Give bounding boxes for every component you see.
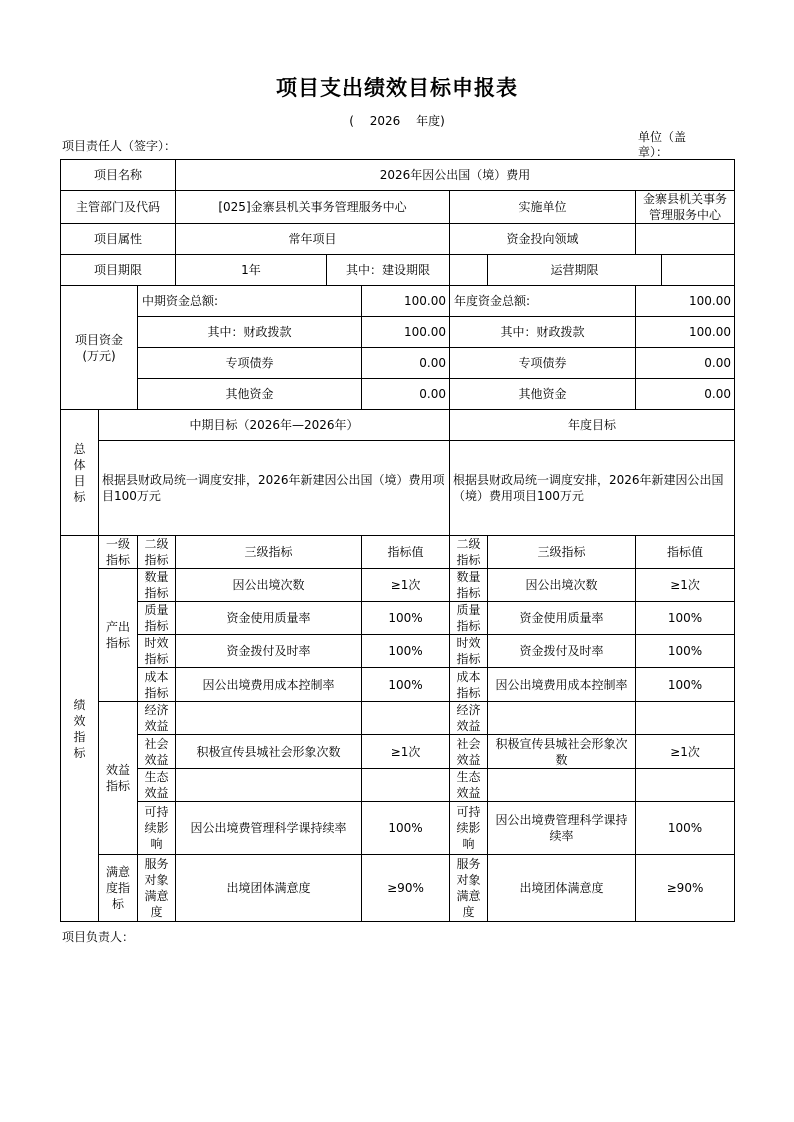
- indicator-l2: 社会效益: [138, 735, 176, 769]
- year-indicator-l2: 生态效益: [450, 769, 488, 802]
- year-goal-header: 年度目标: [450, 410, 735, 441]
- project-name-value: 2026年因公出国（境）费用: [176, 160, 735, 191]
- indicator-value: 100%: [362, 602, 450, 635]
- impl-unit-label: 实施单位: [450, 191, 636, 224]
- year-indicator-l3: 积极宣传县城社会形象次数: [488, 735, 636, 769]
- construct-period-value: [450, 255, 488, 286]
- indicator-l2: 成本指标: [138, 668, 176, 702]
- dept-label: 主管部门及代码: [61, 191, 176, 224]
- indicator-value: [362, 769, 450, 802]
- mid-bond-label: 专项债券: [138, 348, 362, 379]
- year-indicator-l3: [488, 769, 636, 802]
- year-indicator-l3: 资金拨付及时率: [488, 635, 636, 668]
- header-level2: 二级指标: [138, 536, 176, 569]
- indicator-value: 100%: [362, 668, 450, 702]
- year-indicator-l2: 质量指标: [450, 602, 488, 635]
- indicator-l2: 时效指标: [138, 635, 176, 668]
- mid-other-value: 0.00: [362, 379, 450, 410]
- year-indicator-value: [636, 769, 735, 802]
- indicator-l2: 可持续影响: [138, 802, 176, 855]
- year-indicator-value: [636, 702, 735, 735]
- header-year-level2: 二级指标: [450, 536, 488, 569]
- perf-indicator-label: 绩 效 指 标: [61, 536, 99, 922]
- year-value: 2026: [369, 114, 401, 128]
- period-label: 项目期限: [61, 255, 176, 286]
- indicator-l2: 生态效益: [138, 769, 176, 802]
- year-indicator-l2: 经济效益: [450, 702, 488, 735]
- indicator-l3: 出境团体满意度: [176, 855, 362, 922]
- year-other-value: 0.00: [636, 379, 735, 410]
- year-indicator-l2: 数量指标: [450, 569, 488, 602]
- year-fiscal-value: 100.00: [636, 317, 735, 348]
- year-total-label: 年度资金总额:: [450, 286, 636, 317]
- mid-fiscal-value: 100.00: [362, 317, 450, 348]
- indicator-l2: 质量指标: [138, 602, 176, 635]
- year-indicator-value: 100%: [636, 635, 735, 668]
- indicator-value: [362, 702, 450, 735]
- unit-seal-label: 单位（盖章）：: [638, 130, 687, 159]
- period-subtable: [176, 255, 449, 285]
- project-attr-value: 常年项目: [176, 224, 450, 255]
- indicator-l3: 因公出境费用成本控制率: [176, 668, 362, 702]
- indicator-l2: 数量指标: [138, 569, 176, 602]
- mid-other-label: 其他资金: [138, 379, 362, 410]
- year-indicator-value: ≥1次: [636, 735, 735, 769]
- year-label: 年度): [416, 114, 445, 128]
- year-indicator-l3: 因公出境次数: [488, 569, 636, 602]
- mid-fiscal-label: 其中：财政拨款: [138, 317, 362, 348]
- fund-direction-label: 资金投向领域: [450, 224, 636, 255]
- year-indicator-l3: 因公出境费用成本控制率: [488, 668, 636, 702]
- year-indicator-l2: 服务对象满意度: [450, 855, 488, 922]
- indicator-l3: 资金使用质量率: [176, 602, 362, 635]
- fund-direction-value: [636, 224, 735, 255]
- indicator-l3: [176, 769, 362, 802]
- header-year-value: 指标值: [636, 536, 735, 569]
- year-indicator-l2: 成本指标: [450, 668, 488, 702]
- header-year-level3: 三级指标: [488, 536, 636, 569]
- indicator-value: ≥1次: [362, 735, 450, 769]
- operate-period-label: 运营期限: [488, 255, 662, 285]
- year-total-value: 100.00: [636, 286, 735, 317]
- header-level1: 一级指标: [99, 536, 138, 569]
- header-value: 指标值: [362, 536, 450, 569]
- year-bond-label: 专项债券: [450, 348, 636, 379]
- category-satisfaction: 满意度指标: [99, 855, 138, 922]
- mid-total-label: 中期资金总额:: [138, 286, 362, 317]
- year-indicator-l2: 社会效益: [450, 735, 488, 769]
- indicator-l3: 积极宣传县城社会形象次数: [176, 735, 362, 769]
- indicator-l3: 资金拨付及时率: [176, 635, 362, 668]
- year-bond-value: 0.00: [636, 348, 735, 379]
- project-attr-label: 项目属性: [61, 224, 176, 255]
- operate-subtable: [488, 255, 734, 285]
- category-output: 产出指标: [99, 569, 138, 702]
- indicator-value: ≥90%: [362, 855, 450, 922]
- project-funds-label: 项目资金 (万元): [61, 286, 138, 410]
- mid-goal-text: 根据县财政局统一调度安排，2026年新建因公出国（境）费用项目100万元: [99, 441, 450, 536]
- dept-value: [025]金寨县机关事务管理服务中心: [176, 191, 450, 224]
- year-indicator-value: ≥90%: [636, 855, 735, 922]
- responsible-signature-label: 项目责任人（签字）：: [62, 139, 177, 153]
- year-indicator-value: 100%: [636, 802, 735, 855]
- overall-goal-label: 总 体 目 标: [61, 410, 99, 536]
- year-line: [0, 112, 794, 129]
- indicator-value: ≥1次: [362, 569, 450, 602]
- year-fiscal-label: 其中：财政拨款: [450, 317, 636, 348]
- category-effect: 效益指标: [99, 702, 138, 855]
- operate-period-value: [662, 255, 735, 285]
- year-other-label: 其他资金: [450, 379, 636, 410]
- year-indicator-l2: 时效指标: [450, 635, 488, 668]
- year-open: (: [349, 114, 354, 128]
- construct-period-label: 其中：建设期限: [345, 263, 430, 277]
- project-name-label: 项目名称: [61, 160, 176, 191]
- indicator-value: 100%: [362, 802, 450, 855]
- indicator-l3: 因公出境费管理科学课持续率: [176, 802, 362, 855]
- year-indicator-l3: [488, 702, 636, 735]
- performance-target-table: [60, 159, 735, 922]
- year-indicator-l2: 可持续影响: [450, 802, 488, 855]
- page-title: 项目支出绩效目标申报表: [276, 76, 518, 100]
- year-indicator-l3: 资金使用质量率: [488, 602, 636, 635]
- indicator-value: 100%: [362, 635, 450, 668]
- year-indicator-value: 100%: [636, 602, 735, 635]
- year-indicator-l3: 因公出境费管理科学课持续率: [488, 802, 636, 855]
- header-level3: 三级指标: [176, 536, 362, 569]
- indicator-l3: 因公出境次数: [176, 569, 362, 602]
- impl-unit-value: 金寨县机关事务管理服务中心: [636, 191, 735, 224]
- year-goal-text: 根据县财政局统一调度安排，2026年新建因公出国（境）费用项目100万元: [450, 441, 735, 536]
- project-leader-label: 项目负责人：: [62, 930, 135, 944]
- year-indicator-l3: 出境团体满意度: [488, 855, 636, 922]
- indicator-l2: 经济效益: [138, 702, 176, 735]
- year-indicator-value: ≥1次: [636, 569, 735, 602]
- indicator-l3: [176, 702, 362, 735]
- period-value: 1年: [176, 255, 327, 285]
- mid-goal-header: 中期目标（2026年—2026年）: [99, 410, 450, 441]
- mid-total-value: 100.00: [362, 286, 450, 317]
- year-indicator-value: 100%: [636, 668, 735, 702]
- indicator-l2: 服务对象满意度: [138, 855, 176, 922]
- mid-bond-value: 0.00: [362, 348, 450, 379]
